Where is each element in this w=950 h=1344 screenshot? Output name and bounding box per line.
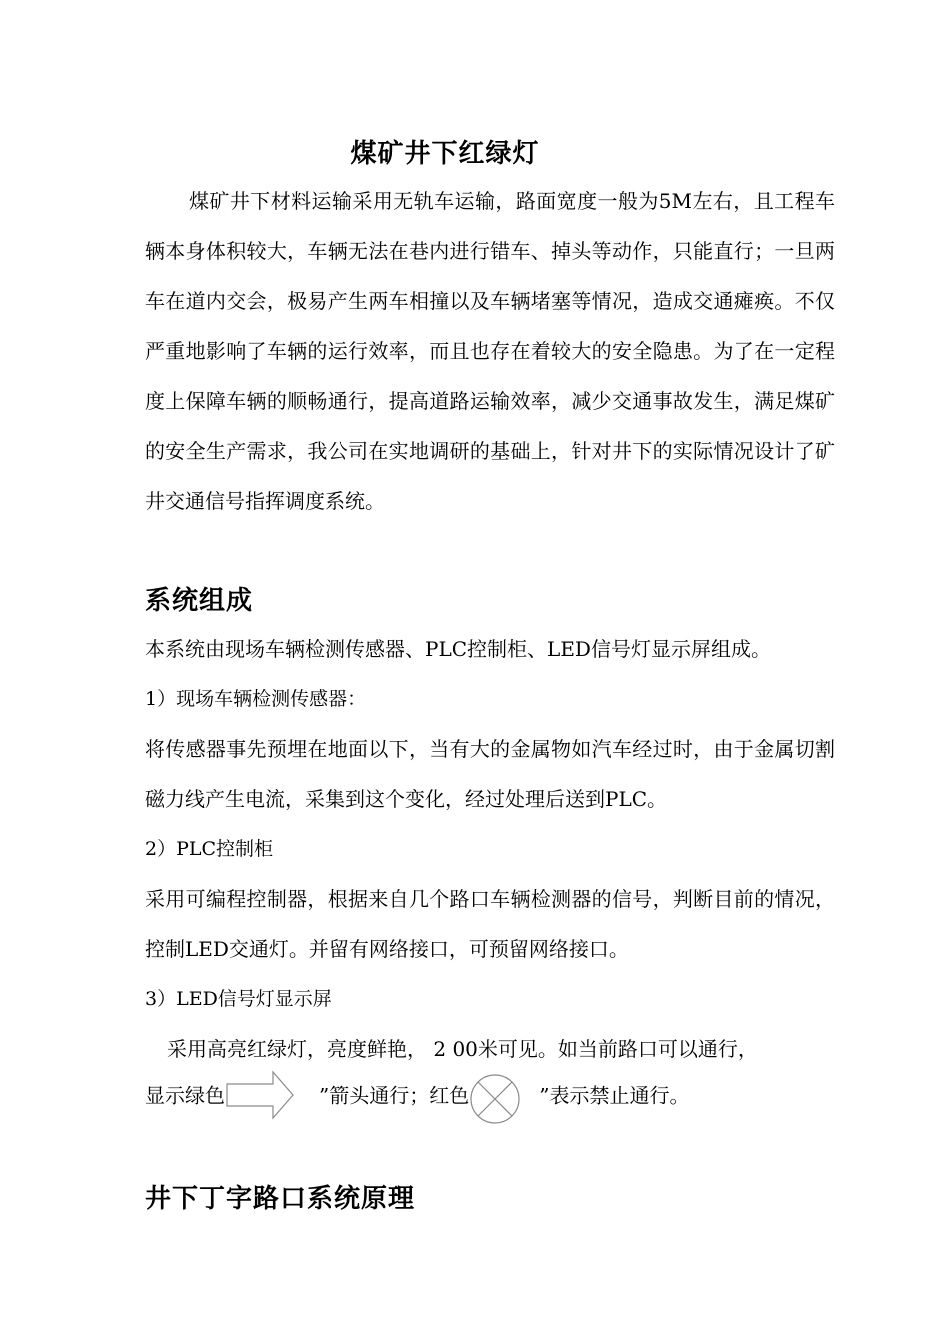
section-heading-system-composition: 系统组成 (145, 586, 254, 616)
item1-title: 1）现场车辆检测传感器： (145, 688, 367, 710)
green-suffix: ”箭头通行；红色 (319, 1083, 470, 1108)
item2-text: 采用可编程控制器，根据来自几个路口车辆检测器的信号，判断目前的情况，控制LED交通灯。并留有网络接口，可预留网络接口。 (145, 887, 835, 961)
green-prefix: 显示绿色 (145, 1083, 225, 1108)
item2-title: 2）PLC控制柜 (145, 838, 274, 860)
circle-x-icon (469, 1072, 525, 1126)
right-arrow-icon (225, 1070, 295, 1120)
composition-summary: 本系统由现场车辆检测传感器、PLC控制柜、LED信号灯显示屏组成。 (145, 637, 771, 661)
section-heading-t-junction-principle: 井下丁字路口系统原理 (145, 1184, 416, 1214)
item3-signal-line (145, 1070, 835, 1124)
intro-paragraph: 煤矿井下材料运输采用无轨车运输，路面宽度一般为5M左右，且工程车辆本身体积较大，车辆无法在巷内进行错车、掉头等动作，只能直行；一旦两车在道内交会，极易产生两车相撞以及车辆堵塞等情况，造成交通瘫痪。不仅严重地影响了车辆的运行效率，而且也存在着较大的安全隐患。为了在一定程度上保障车辆的顺畅通行，提高道路运输效率，减少交通事故发生，满足煤矿的安全生产需求，我公司在实地调研的基础上，针对井下的实际情况设计了矿井交通信号指挥调度系统。 (145, 189, 835, 513)
document-title: 煤矿井下红绿灯 (350, 139, 540, 169)
item3-text: 采用高亮红绿灯，亮度鲜艳， 2 00米可见。如当前路口可以通行， (167, 1037, 758, 1061)
red-suffix: ”表示禁止通行。 (539, 1083, 690, 1108)
item1-text: 将传感器事先预埋在地面以下，当有大的金属物如汽车经过时，由于金属切割磁力线产生电流，采集到这个变化，经过处理后送到PLC。 (145, 737, 835, 811)
item3-title: 3）LED信号灯显示屏 (145, 988, 332, 1010)
